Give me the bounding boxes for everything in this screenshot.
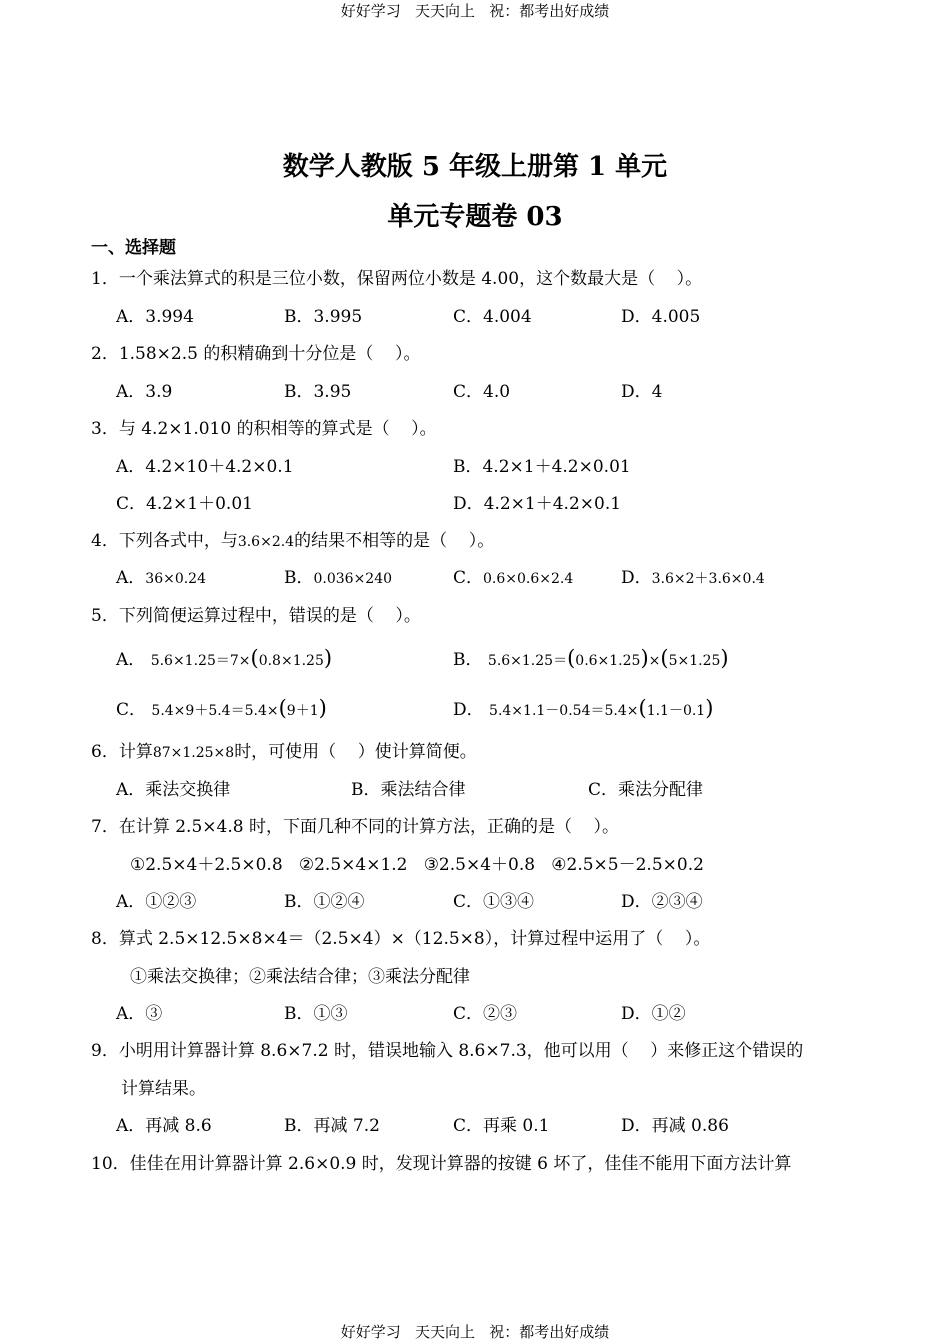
question-7-option-a: A．①②③ (116, 892, 197, 912)
option-expr-inner: 1.1－0.1 (646, 703, 706, 719)
question-8-stem: 8．算式 2.5×12.5×8×4＝（2.5×4）×（12.5×8），计算过程中运用了（ ）。 (91, 929, 711, 949)
question-6-stem-post: 时，可使用（ ）使计算简便。 (234, 742, 477, 762)
left-paren: ( (660, 646, 669, 670)
question-6-stem (91, 741, 477, 764)
option-expr-inner: 0.6×1.25 (575, 653, 641, 669)
question-7-option-c: C．①③④ (453, 892, 535, 912)
question-6-stem-pre: 6．计算 (91, 742, 153, 762)
question-3-stem: 3．与 4.2×1.010 的积相等的算式是（ ）。 (91, 419, 437, 439)
option-expr-inner: 9＋1 (286, 703, 319, 719)
question-8-option-c: C．②③ (453, 1004, 518, 1024)
question-4-option-d (621, 567, 765, 590)
page-title: 数学人教版 5 年级上册第 1 单元 (282, 152, 668, 182)
section-heading: 一、选择题 (91, 238, 176, 258)
times-sign: × (648, 653, 661, 669)
option-label: A． (116, 568, 146, 588)
question-5-option-a (116, 647, 332, 672)
question-5-stem: 5．下列简便运算过程中，错误的是（ ）。 (91, 606, 421, 626)
option-label: A． (116, 650, 146, 670)
right-paren: ) (640, 646, 649, 670)
right-paren: ) (323, 646, 333, 670)
question-1-stem: 1．一个乘法算式的积是三位小数，保留两位小数是 4.00，这个数最大是（ ）。 (91, 269, 703, 289)
question-1-option-c: C．4.004 (453, 307, 532, 327)
question-4-option-a (116, 567, 206, 590)
option-label: B． (284, 568, 314, 588)
question-4-stem (91, 530, 494, 553)
question-6-option-b: B．乘法结合律 (351, 780, 466, 800)
page-footer: 好好学习 天天向上 祝：都考出好成绩 (340, 1323, 610, 1341)
option-expr: 0.036×240 (313, 571, 393, 587)
question-3-option-d: D．4.2×1＋4.2×0.1 (453, 494, 622, 514)
question-4-stem-expr: 3.6×2.4 (237, 534, 295, 550)
option-label: C． (453, 568, 484, 588)
question-2-option-d: D．4 (621, 382, 663, 402)
question-1-option-b: B．3.995 (284, 307, 363, 327)
question-7-option-b: B．①②④ (284, 892, 365, 912)
question-2-stem: 2．1.58×2.5 的积精确到十分位是（ ）。 (91, 344, 421, 364)
question-3-option-b: B．4.2×1＋4.2×0.01 (453, 457, 631, 477)
question-6-stem-expr: 87×1.25×8 (152, 745, 235, 761)
option-label: D． (453, 700, 484, 720)
option-expr: 5.6×1.25＝7× (150, 653, 251, 669)
option-expr-inner: 5×1.25 (668, 653, 721, 669)
option-expr: 36×0.24 (145, 571, 206, 587)
question-8-option-a: A．③ (116, 1004, 163, 1024)
question-5-option-c (116, 697, 327, 722)
question-9-stem-line-2: 计算结果。 (121, 1079, 206, 1099)
question-7-stem: 7．在计算 2.5×4.8 时，下面几种不同的计算方法，正确的是（ ）。 (91, 817, 620, 837)
question-9-option-a: A．再减 8.6 (116, 1116, 212, 1136)
option-label: C． (116, 700, 147, 720)
question-4-option-b (284, 567, 392, 590)
right-paren: ) (318, 696, 327, 720)
question-9-stem-line-1: 9．小明用计算器计算 8.6×7.2 时，错误地输入 8.6×7.3，他可以用（ ）来修正这个错误的 (91, 1041, 804, 1061)
question-7-methods: ①2.5×4＋2.5×0.8 ②2.5×4×1.2 ③2.5×4＋0.8 ④2.5×5－2.5×0.2 (130, 855, 704, 875)
question-9-option-d: D．再减 0.86 (621, 1116, 729, 1136)
question-2-option-a: A．3.9 (116, 382, 173, 402)
left-paren: ( (638, 696, 647, 720)
option-label: B． (453, 650, 483, 670)
question-4-stem-pre: 4．下列各式中，与 (91, 531, 238, 551)
option-expr: 3.6×2＋3.6×0.4 (651, 571, 765, 587)
question-2-option-c: C．4.0 (453, 382, 511, 402)
right-paren: ) (720, 646, 729, 670)
question-3-option-a: A．4.2×10＋4.2×0.1 (116, 457, 294, 477)
question-5-option-b (453, 647, 729, 672)
question-8-laws: ①乘法交换律；②乘法结合律；③乘法分配律 (130, 967, 470, 987)
option-expr: 5.6×1.25＝ (487, 653, 568, 669)
option-expr: 0.6×0.6×2.4 (483, 571, 574, 587)
option-expr: 5.4×9＋5.4＝5.4× (151, 703, 279, 719)
question-2-option-b: B．3.95 (284, 382, 352, 402)
question-9-option-c: C．再乘 0.1 (453, 1116, 550, 1136)
right-paren: ) (705, 696, 714, 720)
page-subtitle: 单元专题卷 03 (387, 202, 563, 232)
question-1-option-a: A．3.994 (116, 307, 194, 327)
question-4-stem-post: 的结果不相等的是（ ）。 (294, 531, 495, 551)
question-5-option-d (453, 697, 713, 722)
option-expr-inner: 0.8×1.25 (258, 653, 324, 669)
question-10-stem: 10．佳佳在用计算器计算 2.6×0.9 时，发现计算器的按键 6 坏了，佳佳不能用下面方法计算 (91, 1154, 792, 1174)
left-paren: ( (250, 646, 259, 670)
question-3-option-c: C．4.2×1＋0.01 (116, 494, 253, 514)
left-paren: ( (278, 696, 287, 720)
left-paren: ( (567, 646, 576, 670)
option-expr: 5.4×1.1－0.54＝5.4× (489, 703, 639, 719)
question-8-option-b: B．①③ (284, 1004, 348, 1024)
question-7-option-d: D．②③④ (621, 892, 703, 912)
question-6-option-a: A．乘法交换律 (116, 780, 231, 800)
question-8-option-d: D．①② (621, 1004, 686, 1024)
question-6-option-c: C．乘法分配律 (588, 780, 704, 800)
option-label: D． (621, 568, 652, 588)
question-9-option-b: B．再减 7.2 (284, 1116, 380, 1136)
page-header: 好好学习 天天向上 祝：都考出好成绩 (340, 2, 610, 20)
question-1-option-d: D．4.005 (621, 307, 701, 327)
question-4-option-c (453, 567, 573, 590)
